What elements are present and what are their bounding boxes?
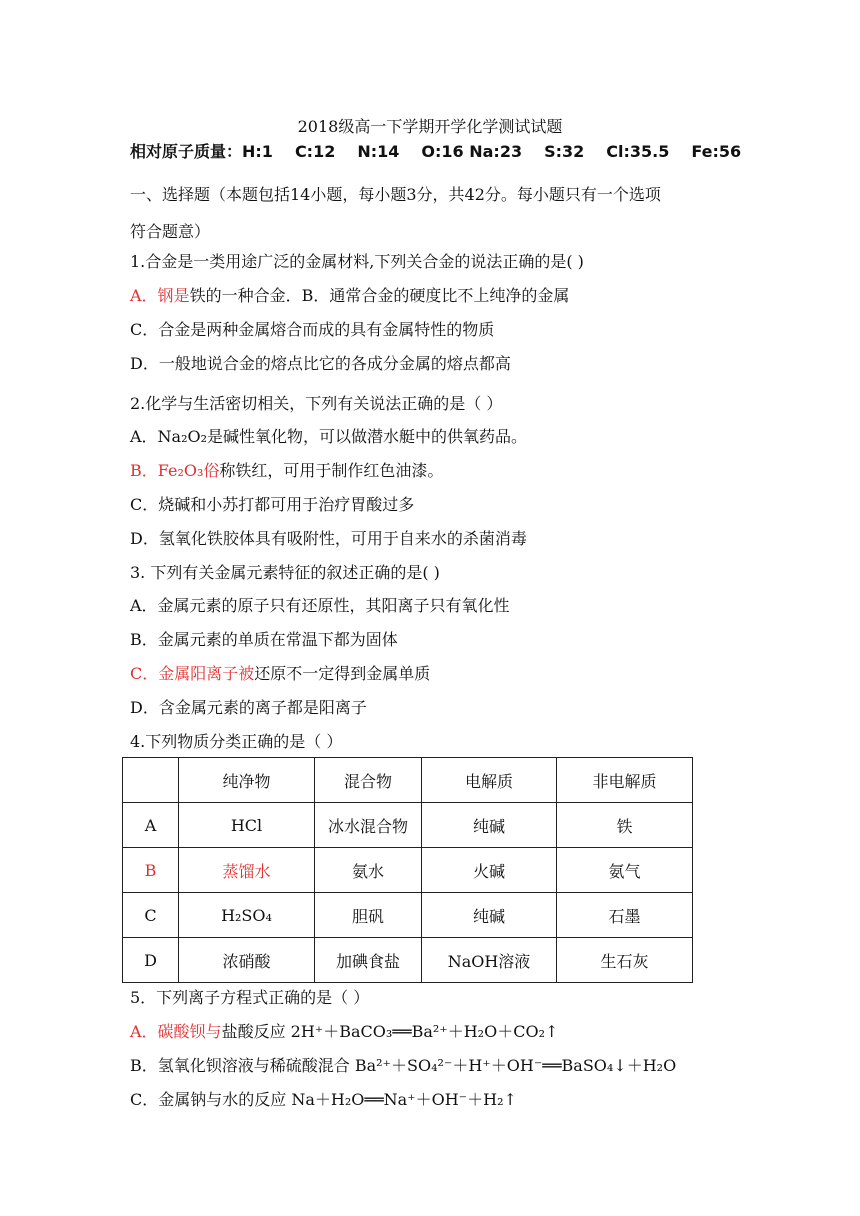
- table-header-cell: 电解质: [422, 758, 557, 803]
- table-cell: 生石灰: [557, 938, 693, 983]
- q1-option-c: C．合金是两种金属熔合而成的具有金属特性的物质: [130, 320, 495, 339]
- table-header-row: [123, 758, 693, 803]
- q2-stem: 2.化学与生活密切相关，下列有关说法正确的是（ ）: [130, 394, 503, 413]
- table-cell: 铁: [557, 803, 693, 848]
- q5-stem: 5．下列离子方程式正确的是（ ）: [130, 988, 370, 1007]
- mass-h: H:1: [242, 142, 273, 161]
- atomic-masses: [130, 142, 763, 162]
- table-row: [123, 938, 693, 983]
- q3-option-c-text: 还原不一定得到金属单质: [254, 664, 431, 683]
- q5-option-c: C．金属钠与水的反应 Na＋H₂O══Na⁺＋OH⁻＋H₂↑: [130, 1090, 517, 1109]
- table-row: [123, 893, 693, 938]
- q3-option-a: A．金属元素的原子只有还原性，其阳离子只有氧化性: [130, 596, 510, 615]
- page-title: 2018级高一下学期开学化学测试试题: [297, 117, 563, 136]
- q3-option-d: D．含金属元素的离子都是阳离子: [130, 698, 367, 717]
- classification-table: [122, 757, 693, 983]
- q3-option-b: B．金属元素的单质在常温下都为固体: [130, 630, 398, 649]
- q5-option-b: B．氢氧化钡溶液与稀硫酸混合 Ba²⁺＋SO₄²⁻＋H⁺＋OH⁻══BaSO₄↓＋H₂O: [130, 1056, 677, 1075]
- table-row: [123, 848, 693, 893]
- table-cell: 纯碱: [422, 803, 557, 848]
- q1-option-d: D．一般地说合金的熔点比它的各成分金属的熔点都高: [130, 354, 511, 373]
- table-header-cell: 混合物: [315, 758, 422, 803]
- q5-answer-mark: A．碳酸钡与: [130, 1022, 222, 1041]
- table-cell: H₂SO₄: [179, 893, 315, 938]
- q1-stem: 1.合金是一类用途广泛的金属材料,下列关合金的说法正确的是( ): [130, 252, 584, 271]
- mass-c: C:12: [294, 142, 336, 161]
- table-cell: 纯碱: [422, 893, 557, 938]
- mass-cl: Cl:35.5: [606, 142, 670, 161]
- table-header-cell: [123, 758, 179, 803]
- q3-option-c: [130, 664, 430, 684]
- mass-o-na: O:16 Na:23: [421, 142, 523, 161]
- table-header-cell: 非电解质: [557, 758, 693, 803]
- table-cell: 蒸馏水: [179, 848, 315, 893]
- table-cell: 石墨: [557, 893, 693, 938]
- q2-answer-mark: B．Fe₂O₃俗: [130, 461, 220, 480]
- table-cell: 冰水混合物: [315, 803, 422, 848]
- q2-option-b: [130, 461, 443, 481]
- q2-option-b-text: 称铁红，可用于制作红色油漆。: [219, 461, 444, 480]
- table-cell: 火碱: [422, 848, 557, 893]
- table-cell: 浓硝酸: [179, 938, 315, 983]
- mass-n: N:14: [357, 142, 400, 161]
- q5-option-a: [130, 1022, 558, 1042]
- q1-option-ab: [130, 286, 569, 306]
- table-cell: A: [123, 803, 179, 848]
- table-cell: 氨水: [315, 848, 422, 893]
- table-header-cell: 纯净物: [179, 758, 315, 803]
- table-cell: 氨气: [557, 848, 693, 893]
- q2-option-c: C．烧碱和小苏打都可用于治疗胃酸过多: [130, 495, 415, 514]
- table-cell: 加碘食盐: [315, 938, 422, 983]
- table-cell: 胆矾: [315, 893, 422, 938]
- q3-answer-mark: C．金属阳离子被: [130, 664, 255, 683]
- q5-option-a-text: 盐酸反应 2H⁺＋BaCO₃══Ba²⁺＋H₂O＋CO₂↑: [221, 1022, 559, 1041]
- section-heading: 一、选择题（本题包括14小题，每小题3分，共42分。每小题只有一个选项: [130, 185, 661, 204]
- table-cell: NaOH溶液: [422, 938, 557, 983]
- q4-stem: 4.下列物质分类正确的是（ ）: [130, 732, 343, 751]
- q2-option-d: D．氢氧化铁胶体具有吸附性，可用于自来水的杀菌消毒: [130, 529, 527, 548]
- table-row: [123, 803, 693, 848]
- mass-fe: Fe:56: [691, 142, 742, 161]
- q3-stem: 3. 下列有关金属元素特征的叙述正确的是( ): [130, 563, 440, 582]
- table-cell: HCl: [179, 803, 315, 848]
- section-heading-cont: 符合题意）: [130, 222, 211, 241]
- table-cell: D: [123, 938, 179, 983]
- q1-option-ab-text: 铁的一种合金．B．通常合金的硬度比不上纯净的金属: [189, 286, 570, 305]
- table-cell: C: [123, 893, 179, 938]
- table-cell: B: [123, 848, 179, 893]
- mass-s: S:32: [544, 142, 585, 161]
- atomic-masses-label: 相对原子质量：: [130, 142, 243, 161]
- q1-answer-mark: A．钢是: [130, 286, 190, 305]
- q2-option-a: A．Na₂O₂是碱性氧化物，可以做潜水艇中的供氧药品。: [130, 427, 528, 446]
